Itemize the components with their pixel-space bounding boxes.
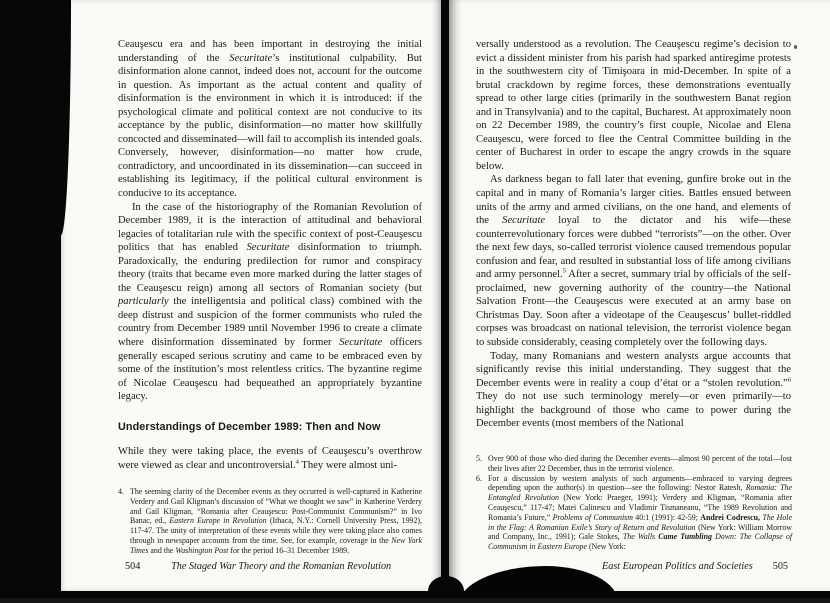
page-number: 505 (772, 561, 788, 572)
footnote (476, 454, 792, 474)
left-page-body (118, 38, 422, 472)
left-page (61, 0, 442, 591)
left-page-footer (118, 561, 422, 572)
paragraph: As darkness began to fall later that evening, gunfire broke out in the capital and in many of Romania’s larger cities. Battles ensued between units of the army and armed civilians, on the one hand, and elements of the Securitate loyal to the dictator and his wife—these counterrevolutionary forces were dubbed “terrorists”—on the other. Over the next few days, so-called terrorist violence caused tremendous popular confusion and fear, and resulted in substantial loss of life among civilians and army personnel.$^5$ After a secret, summary trial by officials of the self-proclaimed, new governing authority of the country—the National Salvation Front—the Ceauşescus were executed at an army base on Christmas Day. Soon after a videotape of the Ceauşescus’ bullet-riddled corpses was broadcast on national television, the terrorist violence began to subside considerably, ceasing completely over the following days. (476, 174, 791, 349)
book-gutter-shadow (441, 0, 449, 591)
right-page-body (476, 38, 791, 431)
footnote-number: 6. (476, 473, 482, 483)
page-number: 504 (125, 561, 141, 572)
left-page-footnotes (118, 487, 422, 556)
right-page (449, 0, 830, 591)
scanner-bed-smudge (0, 598, 830, 603)
scan-speck (794, 45, 797, 49)
section-heading: Understandings of December 1989: Then and Now (118, 420, 381, 433)
running-title: East European Politics and Societies (602, 561, 753, 572)
footnote (118, 487, 422, 556)
footnote (476, 474, 792, 552)
paragraph: Today, many Romanians and western analysts argue accounts that significantly revise this initial understanding. They suggest that the December events were in reality a coup d’état or a “stolen revolution.”$^6$ They do not use such terminology merely—or even primarily—to highlight the background of those who came to power during the December events (most members of the National (476, 350, 791, 430)
footnote-number: 4. (118, 487, 124, 496)
footnote-text: Over 900 of those who died during the December events—almost 90 percent of the total—lost their lives after 22 December, thus in the terrorist violence. (488, 454, 792, 473)
running-title: The Staged War Theory and the Romanian Revolution (171, 561, 392, 572)
paragraph: While they were taking place, the events of Ceauşescu’s overthrow were viewed as clear and uncontroversial.$^4$ They were almost uni- (118, 446, 422, 471)
footnote-text: For a discussion by western analysts of such arguments—embraced to varying degrees depending upon the author(s) in question—see the following: Nestor Ratesh, Romania: The Entangled Revolution (New York: Praeger, 1991); Verdery and Kligman, “Romania after Ceauşescu,” 117-47; Matei Calinescu and Vladimir Tismaneanu, “The 1989 Revolution and Romania’s Future,” Problems of Communism 40:1 (1991): 42-59; Andrei Codrescu, The Hole in the Flag: A Romanian Exile’s Story of Return and Revolution (New York: William Morrow and Company, Inc., 1991); Gale Stokes, The Walls Came Tumbling Down: The Collapse of Communism in Eastern Europe (New York: (488, 473, 793, 552)
footnote-number: 5. (476, 454, 482, 463)
paragraph: versally understood as a revolution. The Ceauşescu regime’s decision to evict a dissident minister from his parish had sparked antiregime protests in the southwestern city of Timişoara in mid-December. In spite of a brutal crackdown by regime forces, these demonstrations eventually spread to other large cities (primarily in the southwestern Banat region and in Transylvania) and to the capital, Bucharest. At approximately noon on 22 December 1989, the country’s first couple, Nicolae and Elena Ceauşescu, were forced to flee the Central Committee building in the center of Bucharest in order to escape the angry crowds in the square below. (476, 39, 791, 172)
paragraph: Ceauşescu era and has been important in destroying the initial understanding of the Securitate’s institutional culpability. But disinformation alone cannot, indeed does not, account for the outcome in question. As important as the actual content and quality of disinformation is the environment in which it is introduced: if the psychological climate and political context are not conducive to its acceptance by the public, disinformation—no matter how skillfully concocted and disseminated—will fail to accomplish its intended goals. Conversely, however, disinformation—no matter how crude, contradictory, and uncoordinated in its dissemination—can succeed in establishing its legitimacy, if the political cultural environment is conducive to its acceptance. (118, 39, 423, 200)
paragraph: In the case of the historiography of the Romanian Revolution of December 1989, it is the interaction of attitudinal and behavioral legacies of totalitarian rule with the specific context of post-Ceauşescu politics that has enabled Securitate disinformation to triumph. Paradoxically, the enduring predilection for rumor and conspiracy theory (traits that became even more marked during the latter stages of the Ceauşescu reign) among all sectors of Romanian society (but particularly the intelligentsia and political class) combined with the deep distrust and suspicion of the former communists who ruled the country from December 1989 until November 1996 to create a climate where disinformation disseminated by former Securitate officers generally escaped serious scrutiny and came to be embraced even by some of the institution’s most relentless critics. The byzantine regime of Nicolae Ceauşescu had bequeathed an appropriately byzantine legacy. (118, 201, 423, 403)
right-page-footnotes (476, 454, 792, 552)
footnote-text: The seeming clarity of the December events as they occurred is well-captured in Katherine Verdery and Gail Kligman’s discussion of “What we thought we saw” in Katherine Verdery and Gail Kligman, “Romania after Ceauşescu: Post-Communist Communism?” in Ivo Banac, ed., Eastern Europe in Revolution (Ithaca, N.Y.: Cornell University Press, 1992), 117-47. The unity of interpretation of these events while they were taking place also comes through in newspaper accounts from the time. See, for example, coverage in the New York Times and the Washington Post for the period 16–31 December 1989. (130, 487, 423, 555)
